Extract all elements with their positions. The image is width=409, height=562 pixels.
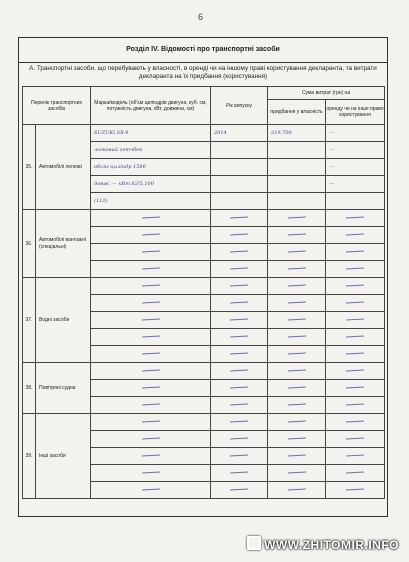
- dash-mark: [230, 370, 248, 372]
- dash-mark: [288, 234, 306, 236]
- cell-acquire: [268, 431, 326, 448]
- cell-rent: [326, 397, 385, 414]
- cell-year: [211, 312, 268, 329]
- dash-mark: [230, 489, 248, 491]
- dash-mark: [142, 251, 160, 253]
- cell-acquire: [268, 329, 326, 346]
- dash-mark: [230, 336, 248, 338]
- header-rent: оренду чи на інше право користування: [326, 100, 385, 125]
- cell-rent: [326, 448, 385, 465]
- dash-mark: [288, 387, 306, 389]
- cell-make: [91, 210, 211, 227]
- header-list: Перелік транспортних засобів: [23, 87, 91, 125]
- cell-acquire: [268, 278, 326, 295]
- cell-acquire: [268, 261, 326, 278]
- cell-make: [91, 346, 211, 363]
- dash-mark: [142, 336, 160, 338]
- dash-mark: [346, 421, 364, 423]
- dash-mark: [346, 404, 364, 406]
- cell-make: [91, 295, 211, 312]
- dash-mark: [346, 285, 364, 287]
- cell-make: [91, 329, 211, 346]
- category-label: Автомобілі легкові: [36, 125, 91, 210]
- dash-mark: [230, 404, 248, 406]
- cell-year: [211, 414, 268, 431]
- vehicles-table: [22, 86, 385, 499]
- cell-make: обсяг циліндр 1586: [91, 159, 211, 176]
- dash-mark: [142, 370, 160, 372]
- cell-year: [211, 465, 268, 482]
- cell-rent: [326, 380, 385, 397]
- cell-rent: [326, 482, 385, 499]
- cell-year: [211, 278, 268, 295]
- header-year: Рік випуску: [211, 87, 268, 125]
- dash-mark: [288, 455, 306, 457]
- dash-mark: [230, 302, 248, 304]
- dash-mark: [230, 234, 248, 236]
- subsection-text: Транспортні засоби, що перебувають у власності, в оренді чи на іншому праві користування декларанта, та витрати декларанта на їх придбання (користування): [36, 65, 377, 80]
- page-number: 6: [198, 12, 204, 22]
- table-row: [23, 125, 385, 142]
- dash-mark: [346, 472, 364, 474]
- dash-mark: [346, 353, 364, 355]
- cell-rent: [326, 363, 385, 380]
- cell-make: [91, 431, 211, 448]
- header-acquire: придбання у власність: [268, 100, 326, 125]
- cell-year: 2014: [211, 125, 268, 142]
- cell-year: [211, 346, 268, 363]
- cell-year: [211, 159, 268, 176]
- header-sum: Сума витрат (грн) на: [268, 87, 385, 100]
- cell-rent: [326, 295, 385, 312]
- cell-year: [211, 176, 268, 193]
- cell-rent: —: [326, 142, 385, 159]
- cell-acquire: [268, 448, 326, 465]
- dash-mark: [288, 472, 306, 474]
- cell-make: легковий хетчбек: [91, 142, 211, 159]
- cell-acquire: [268, 142, 326, 159]
- dash-mark: [230, 353, 248, 355]
- table-body: [23, 125, 385, 499]
- dash-mark: [346, 387, 364, 389]
- cell-acquire: 219,700: [268, 125, 326, 142]
- table-row: [23, 363, 385, 380]
- category-label: Інші засоби: [36, 414, 91, 499]
- cell-rent: [326, 312, 385, 329]
- dash-mark: [142, 438, 160, 440]
- cell-year: [211, 193, 268, 210]
- dash-mark: [230, 285, 248, 287]
- table-row: [23, 414, 385, 431]
- cell-year: [211, 482, 268, 499]
- dash-mark: [230, 472, 248, 474]
- header-make: Марка/модель (об'єм циліндрів двигуна, куб. см, потужність двигуна, кВт, довжина, см): [91, 87, 211, 125]
- dash-mark: [346, 455, 364, 457]
- cell-acquire: [268, 295, 326, 312]
- cell-year: [211, 329, 268, 346]
- table-header-row: [23, 87, 385, 100]
- cell-year: [211, 261, 268, 278]
- dash-mark: [288, 438, 306, 440]
- cell-rent: [326, 329, 385, 346]
- dash-mark: [288, 404, 306, 406]
- dash-mark: [288, 353, 306, 355]
- subsection-heading: [18, 63, 388, 87]
- cell-year: [211, 227, 268, 244]
- cell-acquire: [268, 346, 326, 363]
- category-label: Повітряні судна: [36, 363, 91, 414]
- dash-mark: [142, 319, 160, 321]
- dash-mark: [230, 217, 248, 219]
- dash-mark: [142, 285, 160, 287]
- cell-acquire: [268, 244, 326, 261]
- section-title: Розділ IV. Відомості про транспортні засоби: [18, 37, 388, 63]
- cell-year: [211, 380, 268, 397]
- dash-mark: [230, 268, 248, 270]
- category-number: 38.: [23, 363, 36, 414]
- dash-mark: [346, 336, 364, 338]
- cell-acquire: [268, 176, 326, 193]
- cell-year: [211, 142, 268, 159]
- cell-make: [91, 448, 211, 465]
- category-label: Водні засоби: [36, 278, 91, 363]
- watermark: [247, 536, 399, 552]
- cell-year: [211, 431, 268, 448]
- dash-mark: [142, 455, 160, 457]
- cell-year: [211, 295, 268, 312]
- cell-acquire: [268, 227, 326, 244]
- dash-mark: [142, 217, 160, 219]
- cell-make: [91, 414, 211, 431]
- dash-mark: [230, 251, 248, 253]
- cell-acquire: [268, 414, 326, 431]
- watermark-text: WWW.ZHITOMIR.INFO: [264, 538, 399, 552]
- dash-mark: [142, 387, 160, 389]
- cell-acquire: [268, 210, 326, 227]
- cell-year: [211, 448, 268, 465]
- dash-mark: [288, 268, 306, 270]
- cell-rent: [326, 465, 385, 482]
- cell-make: [91, 380, 211, 397]
- dash-mark: [288, 251, 306, 253]
- cell-acquire: [268, 482, 326, 499]
- dash-mark: [346, 251, 364, 253]
- dash-mark: [142, 421, 160, 423]
- cell-rent: [326, 193, 385, 210]
- dash-mark: [288, 217, 306, 219]
- camera-icon: [247, 536, 261, 550]
- cell-rent: [326, 244, 385, 261]
- cell-rent: [326, 278, 385, 295]
- dash-mark: [288, 336, 306, 338]
- dash-mark: [288, 302, 306, 304]
- dash-mark: [230, 387, 248, 389]
- cell-acquire: [268, 159, 326, 176]
- dash-mark: [230, 319, 248, 321]
- dash-mark: [288, 421, 306, 423]
- dash-mark: [142, 472, 160, 474]
- cell-make: [91, 227, 211, 244]
- dash-mark: [346, 438, 364, 440]
- table-row: [23, 278, 385, 295]
- subsection-letter: А.: [29, 65, 36, 72]
- category-number: 39.: [23, 414, 36, 499]
- dash-mark: [288, 489, 306, 491]
- dash-mark: [230, 438, 248, 440]
- dash-mark: [142, 353, 160, 355]
- cell-acquire: [268, 363, 326, 380]
- cell-make: [91, 465, 211, 482]
- table-row: [23, 210, 385, 227]
- cell-acquire: [268, 312, 326, 329]
- dash-mark: [346, 217, 364, 219]
- dash-mark: [288, 285, 306, 287]
- cell-acquire: [268, 193, 326, 210]
- dash-mark: [346, 268, 364, 270]
- cell-make: [91, 261, 211, 278]
- cell-rent: —: [326, 125, 385, 142]
- dash-mark: [142, 302, 160, 304]
- cell-rent: [326, 414, 385, 431]
- dash-mark: [288, 370, 306, 372]
- dash-mark: [346, 489, 364, 491]
- cell-rent: —: [326, 176, 385, 193]
- cell-acquire: [268, 397, 326, 414]
- cell-rent: [326, 227, 385, 244]
- cell-make: SUZUKI SX-4: [91, 125, 211, 142]
- cell-rent: [326, 346, 385, 363]
- category-label: Автомобілі вантажні (спеціальні): [36, 210, 91, 278]
- cell-make: [91, 312, 211, 329]
- cell-rent: [326, 210, 385, 227]
- cell-rent: [326, 261, 385, 278]
- cell-make: [91, 363, 211, 380]
- dash-mark: [142, 234, 160, 236]
- dash-mark: [288, 319, 306, 321]
- dash-mark: [142, 489, 160, 491]
- dash-mark: [346, 302, 364, 304]
- category-number: 36.: [23, 210, 36, 278]
- dash-mark: [230, 421, 248, 423]
- cell-year: [211, 244, 268, 261]
- cell-make: [91, 244, 211, 261]
- dash-mark: [346, 370, 364, 372]
- category-number: 35.: [23, 125, 36, 210]
- cell-acquire: [268, 465, 326, 482]
- dash-mark: [142, 404, 160, 406]
- cell-make: довж. — кВт 82/5,100: [91, 176, 211, 193]
- dash-mark: [230, 455, 248, 457]
- dash-mark: [346, 234, 364, 236]
- cell-year: [211, 210, 268, 227]
- cell-acquire: [268, 380, 326, 397]
- cell-make: [91, 397, 211, 414]
- cell-make: (112): [91, 193, 211, 210]
- cell-year: [211, 397, 268, 414]
- cell-make: [91, 482, 211, 499]
- dash-mark: [142, 268, 160, 270]
- category-number: 37.: [23, 278, 36, 363]
- cell-year: [211, 363, 268, 380]
- cell-rent: —: [326, 159, 385, 176]
- cell-rent: [326, 431, 385, 448]
- dash-mark: [346, 319, 364, 321]
- cell-make: [91, 278, 211, 295]
